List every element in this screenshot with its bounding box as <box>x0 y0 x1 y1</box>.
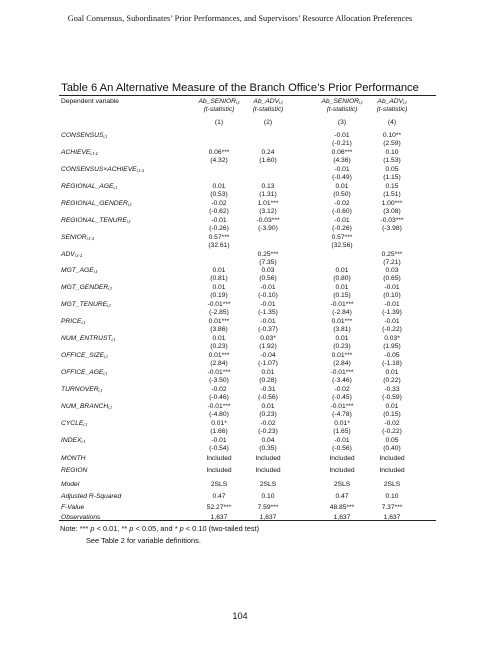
coefficient-cell: 0.06*** <box>208 149 230 156</box>
coefficient-cell: 0.05 <box>385 166 399 173</box>
row-label: $REGIONAL\_TENURE_{i,t}$ <box>61 217 131 225</box>
row-label: $INDEX_{i,t}$ <box>61 437 86 445</box>
t-stat-cell: (1.66) <box>210 428 228 435</box>
coefficient-cell: 1.00*** <box>381 200 403 207</box>
t-stat-cell: (-0.10) <box>258 292 278 299</box>
t-stat-cell: (1.31) <box>259 191 277 198</box>
t-stat-cell: (-0.49) <box>332 174 352 181</box>
coefficient-cell: 0.01 <box>261 369 275 376</box>
coefficient-cell: -0.03*** <box>380 217 404 224</box>
fixed-effect-label: MONTH <box>61 455 86 462</box>
t-stat-cell: (-0.56) <box>258 394 278 401</box>
row-label: $TURNOVER_{i,t}$ <box>61 386 103 394</box>
t-stat-cell: (-0.56) <box>332 445 352 452</box>
coefficient-cell: 0.57*** <box>208 234 230 241</box>
stat-cell: 0.47 <box>335 493 349 500</box>
t-stat-cell: (0.10) <box>383 292 401 299</box>
t-stat-cell: (0.23) <box>333 343 351 350</box>
t-stat-cell: (0.53) <box>210 191 228 198</box>
t-stat-cell: (2.59) <box>383 140 401 147</box>
coefficient-cell: -0.03*** <box>256 217 280 224</box>
row-label: $ACHIEVE_{i,t-1}$ <box>61 149 99 157</box>
t-stat-cell: (3.12) <box>259 208 277 215</box>
fixed-effect-cell: Included <box>255 455 281 462</box>
column-number: (2) <box>263 119 273 126</box>
stat-cell: 7.37*** <box>381 504 403 511</box>
page-number: 104 <box>232 611 248 621</box>
coefficient-cell: -0.01*** <box>330 369 354 376</box>
row-label: $MGT\_TENURE_{i,t}$ <box>61 301 111 309</box>
t-stat-cell: (1.51) <box>383 191 401 198</box>
row-label: $REGIONAL\_GENDER_{i,t}$ <box>61 200 132 208</box>
t-stat-cell: (-0.54) <box>209 445 229 452</box>
stat-cell: 0.10 <box>261 493 275 500</box>
coefficient-cell: 0.01 <box>212 183 226 190</box>
coefficient-cell: -0.02 <box>334 200 350 207</box>
coefficient-cell: 0.13 <box>261 183 275 190</box>
row-label: $NUM\_BRANCH_{i,t}$ <box>61 403 112 411</box>
column-header-dv: $Ab\_SENIOR_{i,t}$ <box>198 98 240 106</box>
t-stat-cell: (-1.18) <box>382 360 402 367</box>
row-label: $NUM\_ENTRUST_{i,t}$ <box>61 335 116 343</box>
t-stat-cell: (0.15) <box>333 292 351 299</box>
coefficient-cell: 0.01*** <box>208 352 230 359</box>
column-header-stat: (t-statistic) <box>252 106 284 113</box>
table-note-definitions: See Table 2 for variable definitions. <box>86 536 201 545</box>
t-stat-cell: (4.36) <box>333 157 351 164</box>
coefficient-cell: 0.01 <box>335 284 349 291</box>
dependent-variable-label: Dependent variable <box>61 98 119 105</box>
t-stat-cell: (0.50) <box>333 191 351 198</box>
t-stat-cell: (0.65) <box>383 275 401 282</box>
stat-cell: 1,637 <box>210 514 228 521</box>
coefficient-cell: 0.10 <box>385 149 399 156</box>
fixed-effect-label: REGION <box>61 467 88 474</box>
stat-cell: 2SLS <box>333 481 351 488</box>
coefficient-cell: 0.01 <box>335 335 349 342</box>
coefficient-cell: 1.01*** <box>257 200 279 207</box>
t-stat-cell: (0.23) <box>259 411 277 418</box>
coefficient-cell: 0.01* <box>211 420 227 427</box>
stat-cell: 1,637 <box>259 514 277 521</box>
t-stat-cell: (32.61) <box>208 242 230 249</box>
coefficient-cell: 0.01 <box>335 267 349 274</box>
t-stat-cell: (-3.50) <box>209 377 229 384</box>
column-header-stat: (t-statistic) <box>203 106 235 113</box>
coefficient-cell: 0.01*** <box>208 318 230 325</box>
fixed-effect-cell: Included <box>329 455 355 462</box>
coefficient-cell: -0.02 <box>211 200 227 207</box>
t-stat-cell: (-0.22) <box>382 326 402 333</box>
coefficient-cell: -0.01 <box>384 284 400 291</box>
coefficient-cell: 0.24 <box>261 149 275 156</box>
t-stat-cell: (32.56) <box>331 242 353 249</box>
t-stat-cell: (3.81) <box>333 326 351 333</box>
coefficient-cell: -0.01 <box>384 318 400 325</box>
coefficient-cell: 0.03* <box>260 335 276 342</box>
stat-label: Observations <box>61 514 101 521</box>
coefficient-cell: -0.33 <box>384 386 400 393</box>
row-label: $SENIOR_{i,t-1}$ <box>61 234 95 242</box>
row-label: $CONSENSUS\times ACHIEVE_{i,t-1}$ <box>61 166 145 174</box>
t-stat-cell: (1.92) <box>259 343 277 350</box>
coefficient-cell: -0.01*** <box>330 301 354 308</box>
stat-cell: 2SLS <box>259 481 277 488</box>
row-label: $CONSENSUS_{i,t}$ <box>61 132 107 140</box>
stat-cell: 0.10 <box>385 493 399 500</box>
row-label: $OFFICE\_SIZE_{i,t}$ <box>61 352 108 360</box>
t-stat-cell: (-2.84) <box>332 309 352 316</box>
coefficient-cell: -0.01 <box>384 301 400 308</box>
coefficient-cell: 0.01 <box>261 403 275 410</box>
row-label: $REGIONAL\_AGE_{i,t}$ <box>61 183 117 191</box>
coefficient-cell: 0.01 <box>212 335 226 342</box>
t-stat-cell: (-0.37) <box>258 326 278 333</box>
coefficient-cell: -0.02 <box>334 386 350 393</box>
coefficient-cell: -0.01 <box>260 284 276 291</box>
fixed-effect-cell: Included <box>206 455 232 462</box>
row-label: $MGT\_AGE_{i,t}$ <box>61 267 98 275</box>
fixed-effect-cell: Included <box>255 467 281 474</box>
t-stat-cell: (7.35) <box>259 259 277 266</box>
t-stat-cell: (-0.45) <box>332 394 352 401</box>
coefficient-cell: -0.01 <box>334 217 350 224</box>
coefficient-cell: 0.03 <box>385 267 399 274</box>
coefficient-cell: 0.05 <box>385 437 399 444</box>
coefficient-cell: 0.10** <box>382 132 402 139</box>
coefficient-cell: -0.02 <box>260 420 276 427</box>
t-stat-cell: (0.80) <box>333 275 351 282</box>
t-stat-cell: (-1.35) <box>258 309 278 316</box>
t-stat-cell: (-0.26) <box>332 225 352 232</box>
column-header-dv: $Ab\_ADV_{i,t}$ <box>377 98 407 106</box>
fixed-effect-cell: Included <box>379 455 405 462</box>
stat-cell: 1,637 <box>333 514 351 521</box>
coefficient-cell: 0.57*** <box>331 234 353 241</box>
t-stat-cell: (2.84) <box>333 360 351 367</box>
coefficient-cell: 0.01 <box>385 369 399 376</box>
stat-label: F-Value <box>61 504 85 511</box>
t-stat-cell: (-0.21) <box>332 140 352 147</box>
t-stat-cell: (7.21) <box>383 259 401 266</box>
row-label: $PRICE_{i,t}$ <box>61 318 86 326</box>
t-stat-cell: (1.15) <box>383 174 401 181</box>
t-stat-cell: (0.28) <box>259 377 277 384</box>
coefficient-cell: 0.03 <box>261 267 275 274</box>
column-number: (1) <box>214 119 224 126</box>
coefficient-cell: -0.01*** <box>207 301 231 308</box>
t-stat-cell: (-0.60) <box>332 208 352 215</box>
t-stat-cell: (-4.80) <box>209 411 229 418</box>
fixed-effect-cell: Included <box>206 467 232 474</box>
column-number: (3) <box>337 119 347 126</box>
column-number: (4) <box>387 119 397 126</box>
coefficient-cell: -0.01 <box>260 301 276 308</box>
t-stat-cell: (0.40) <box>383 445 401 452</box>
coefficient-cell: 0.01 <box>212 267 226 274</box>
t-stat-cell: (-3.98) <box>382 225 402 232</box>
table-top-rule <box>59 95 436 96</box>
stat-cell: 52.27*** <box>206 504 232 511</box>
table-title: Table 6 An Alternative Measure of the Branch Office’s Prior Performance <box>61 82 419 94</box>
t-stat-cell: (4.32) <box>210 157 228 164</box>
coefficient-cell: 0.01*** <box>331 352 353 359</box>
t-stat-cell: (0.23) <box>210 343 228 350</box>
t-stat-cell: (-0.62) <box>209 208 229 215</box>
column-header-dv: $Ab\_ADV_{i,t}$ <box>253 98 283 106</box>
stat-cell: 2SLS <box>210 481 228 488</box>
coefficient-cell: 0.01 <box>335 183 349 190</box>
t-stat-cell: (0.15) <box>383 411 401 418</box>
coefficient-cell: -0.01*** <box>207 403 231 410</box>
t-stat-cell: (-0.46) <box>209 394 229 401</box>
column-header-stat: (t-statistic) <box>326 106 358 113</box>
coefficient-cell: 0.06*** <box>331 149 353 156</box>
t-stat-cell: (-3.90) <box>258 225 278 232</box>
stat-cell: 1,637 <box>383 514 401 521</box>
t-stat-cell: (0.19) <box>210 292 228 299</box>
coefficient-cell: 0.25*** <box>381 251 403 258</box>
coefficient-cell: -0.01 <box>334 437 350 444</box>
coefficient-cell: -0.01*** <box>330 403 354 410</box>
stat-cell: 48.85*** <box>329 504 355 511</box>
coefficient-cell: -0.04 <box>260 352 276 359</box>
coefficient-cell: 0.01 <box>212 284 226 291</box>
coefficient-cell: 0.15 <box>385 183 399 190</box>
coefficient-cell: -0.01 <box>211 217 227 224</box>
t-stat-cell: (-4.78) <box>332 411 352 418</box>
t-stat-cell: (-0.26) <box>209 225 229 232</box>
row-label: $OFFICE\_AGE_{i,t}$ <box>61 369 107 377</box>
t-stat-cell: (3.08) <box>383 208 401 215</box>
row-label: $CYCLE_{i,t}$ <box>61 420 87 428</box>
fixed-effect-cell: Included <box>329 467 355 474</box>
coefficient-cell: 0.04 <box>261 437 275 444</box>
t-stat-cell: (0.22) <box>383 377 401 384</box>
coefficient-cell: -0.01 <box>334 132 350 139</box>
coefficient-cell: 0.01*** <box>331 318 353 325</box>
coefficient-cell: -0.02 <box>211 386 227 393</box>
stat-cell: 7.59*** <box>257 504 279 511</box>
stat-label: Adjusted R-Squared <box>61 493 122 500</box>
t-stat-cell: (-0.22) <box>382 428 402 435</box>
t-stat-cell: (2.84) <box>210 360 228 367</box>
t-stat-cell: (-0.23) <box>258 428 278 435</box>
t-stat-cell: (-3.46) <box>332 377 352 384</box>
coefficient-cell: -0.02 <box>384 420 400 427</box>
coefficient-cell: 0.01* <box>334 420 350 427</box>
t-stat-cell: (1.60) <box>259 157 277 164</box>
t-stat-cell: (1.53) <box>383 157 401 164</box>
coefficient-cell: -0.01*** <box>207 369 231 376</box>
coefficient-cell: -0.01 <box>334 166 350 173</box>
stat-label: Model <box>61 481 80 488</box>
t-stat-cell: (1.65) <box>333 428 351 435</box>
coefficient-cell: -0.31 <box>260 386 276 393</box>
row-label: $ADV_{i,t-1}$ <box>61 251 83 259</box>
column-header-dv: $Ab\_SENIOR_{i,t}$ <box>321 98 363 106</box>
t-stat-cell: (-0.59) <box>382 394 402 401</box>
running-head: Goal Consensus, Subordinates’ Prior Performances, and Supervisors’ Resource Allocation Preferences <box>67 14 413 23</box>
row-label: $MGT\_GENDER_{i,t}$ <box>61 284 112 292</box>
t-stat-cell: (0.81) <box>210 275 228 282</box>
fixed-effect-cell: Included <box>379 467 405 474</box>
t-stat-cell: (-2.85) <box>209 309 229 316</box>
coefficient-cell: -0.01 <box>211 437 227 444</box>
t-stat-cell: (1.95) <box>383 343 401 350</box>
column-header-stat: (t-statistic) <box>376 106 408 113</box>
t-stat-cell: (0.35) <box>259 445 277 452</box>
coefficient-cell: 0.01 <box>385 403 399 410</box>
t-stat-cell: (3.86) <box>210 326 228 333</box>
coefficient-cell: 0.03* <box>384 335 400 342</box>
table-note: Note: *** p < 0.01, ** p < 0.05, and * p < 0.10 (two-tailed test) <box>60 524 260 533</box>
coefficient-cell: 0.25*** <box>257 251 279 258</box>
stat-cell: 0.47 <box>212 493 226 500</box>
coefficient-cell: -0.01 <box>260 318 276 325</box>
t-stat-cell: (0.56) <box>259 275 277 282</box>
t-stat-cell: (-1.39) <box>382 309 402 316</box>
stat-cell: 2SLS <box>383 481 401 488</box>
t-stat-cell: (-1.07) <box>258 360 278 367</box>
coefficient-cell: -0.05 <box>384 352 400 359</box>
